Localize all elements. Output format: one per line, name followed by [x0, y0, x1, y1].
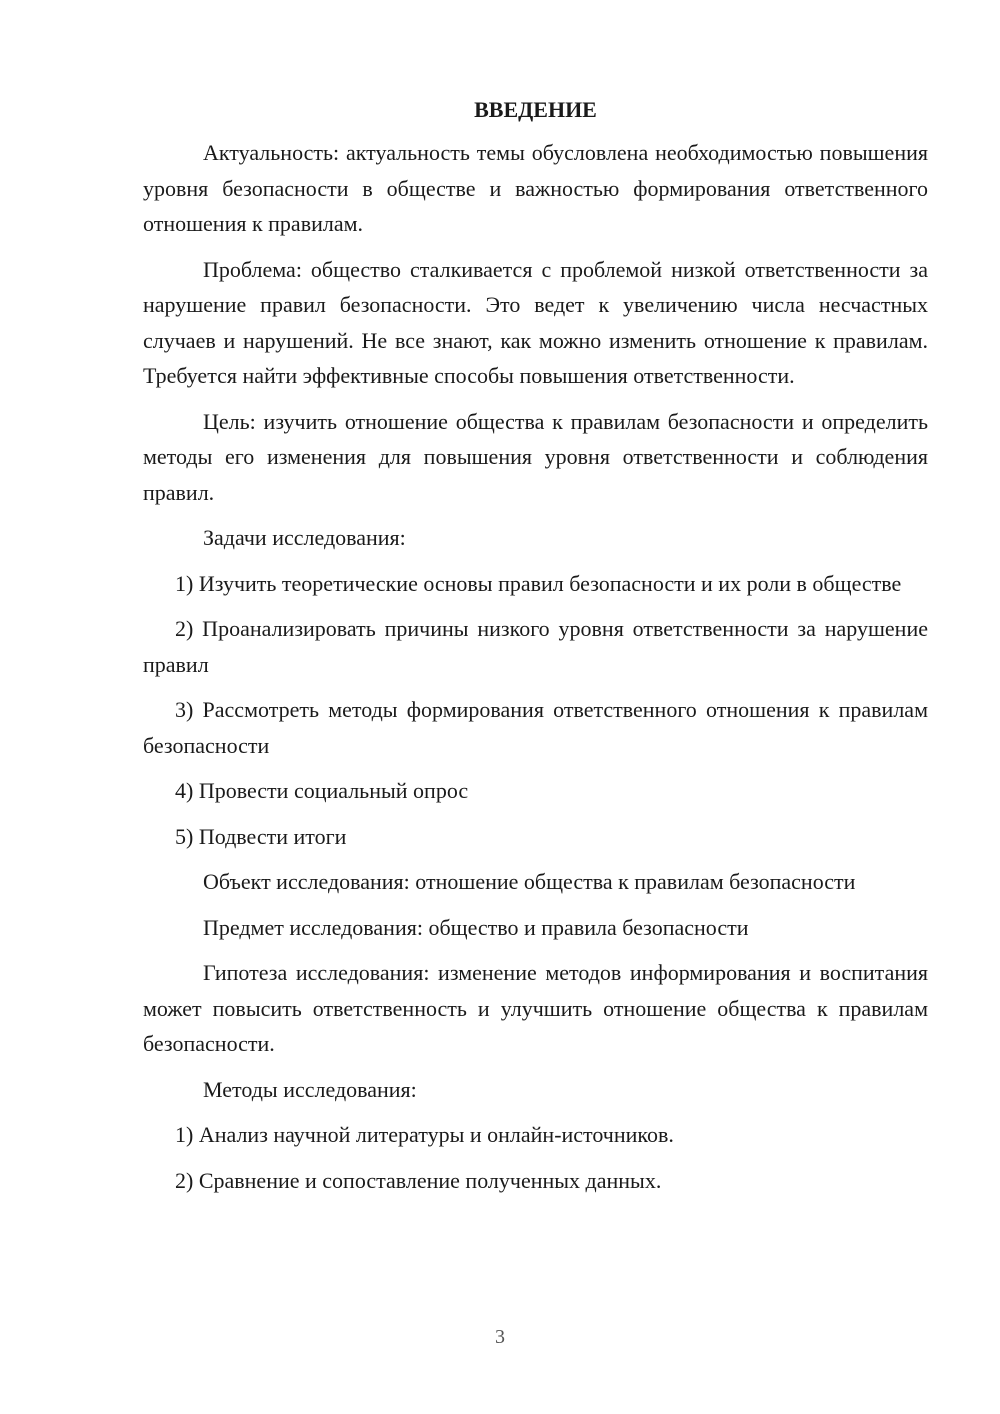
task-item: 5) Подвести итоги	[175, 823, 347, 849]
subject-paragraph: Предмет исследования: общество и правила безопасности	[203, 914, 749, 940]
method-item: 1) Анализ научной литературы и онлайн-источников.	[175, 1122, 674, 1147]
tasks-heading: Задачи исследования:	[203, 525, 406, 550]
task-item: 3) Рассмотреть методы формирования ответственного отношения к правилам безопасности	[143, 697, 928, 758]
document-page	[143, 95, 928, 1208]
goal-paragraph: Цель: изучить отношение общества к правилам безопасности и определить методы его изменения для повышения уровня ответственности и соблюдения правил.	[143, 408, 928, 505]
object-paragraph: Объект исследования: отношение общества к правилам безопасности	[203, 869, 856, 894]
method-item: 2) Сравнение и сопоставление полученных данных.	[175, 1167, 662, 1193]
methods-heading: Методы исследования:	[203, 1076, 417, 1102]
task-item: 1) Изучить теоретические основы правил безопасности и их роли в обществе	[175, 570, 902, 596]
task-item: 2) Проанализировать причины низкого уровня ответственности за нарушение правил	[143, 616, 928, 677]
page-title: ВВЕДЕНИЕ	[474, 97, 597, 122]
relevance-paragraph: Актуальность: актуальность темы обусловлена необходимостью повышения уровня безопасности в обществе и важностью формирования ответственного отношения к правилам.	[143, 140, 928, 236]
task-item: 4) Провести социальный опрос	[175, 778, 469, 803]
problem-paragraph: Проблема: общество сталкивается с проблемой низкой ответственности за нарушение правил безопасности. Это ведет к увеличению числа несчастных случаев и нарушений. Не все знают, как можно изменить отношение к правилам. Требуется найти эффективные способы повышения ответственности.	[143, 256, 928, 388]
page-number: 3	[495, 1326, 505, 1348]
hypothesis-paragraph: Гипотеза исследования: изменение методов информирования и воспитания может повысить ответственность и улучшить отношение общества к правилам безопасности.	[143, 960, 928, 1056]
